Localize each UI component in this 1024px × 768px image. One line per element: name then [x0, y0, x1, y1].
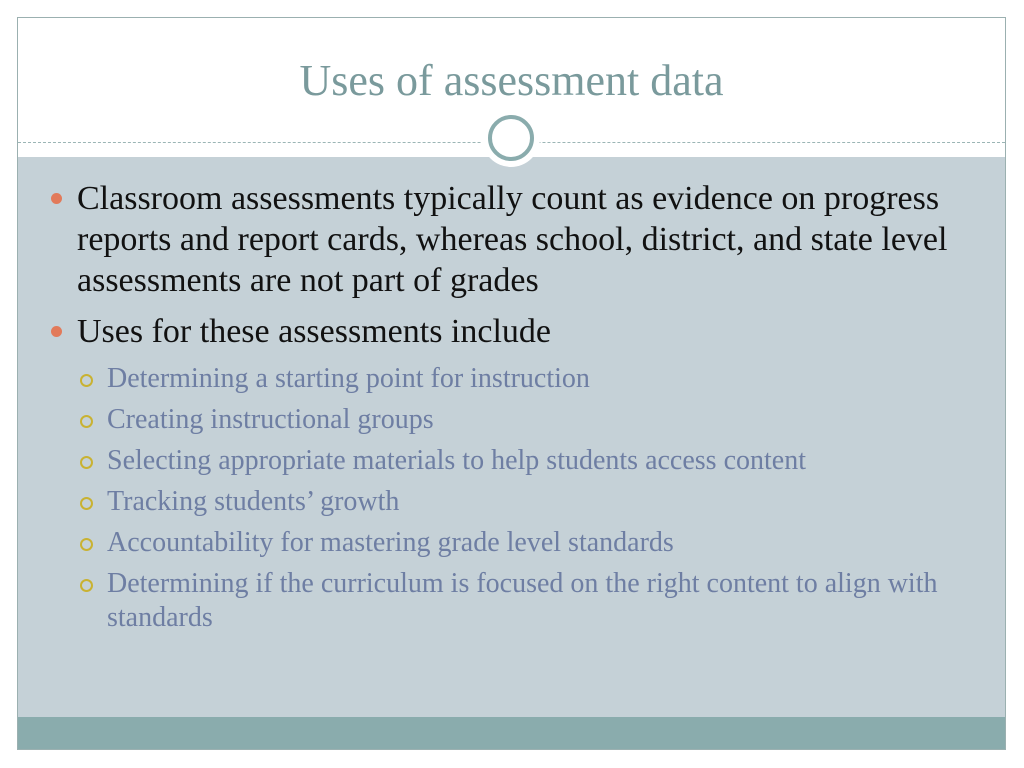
sub-bullet-item	[48, 362, 978, 396]
bullet-item	[48, 178, 978, 301]
bullet-text: Classroom assessments typically count as evidence on progress reports and report cards, whereas school, district, and state level assessments are not part of grades	[77, 180, 948, 299]
sub-bullet-item	[48, 403, 978, 437]
filled-circle-bullet-icon	[51, 326, 62, 337]
hollow-circle-bullet-icon	[80, 497, 93, 510]
bullet-item	[48, 311, 978, 352]
slide	[17, 17, 1006, 750]
circle-ring-ornament-icon	[482, 109, 540, 167]
sub-bullet-text: Creating instructional groups	[107, 404, 434, 435]
sub-bullet-item	[48, 485, 978, 519]
hollow-circle-bullet-icon	[80, 374, 93, 387]
sub-bullet-item	[48, 526, 978, 560]
hollow-circle-bullet-icon	[80, 415, 93, 428]
sub-bullet-text: Accountability for mastering grade level standards	[107, 527, 674, 558]
hollow-circle-bullet-icon	[80, 538, 93, 551]
footer-bar	[18, 717, 1005, 750]
hollow-circle-bullet-icon	[80, 456, 93, 469]
ornament-ring	[488, 115, 534, 161]
bullet-list	[48, 178, 978, 642]
slide-title: Uses of assessment data	[299, 56, 724, 105]
sub-bullet-item	[48, 444, 978, 478]
sub-bullet-text: Determining if the curriculum is focused on the right content to align with standards	[107, 568, 938, 633]
sub-bullet-item	[48, 567, 978, 635]
filled-circle-bullet-icon	[51, 193, 62, 204]
hollow-circle-bullet-icon	[80, 579, 93, 592]
sub-bullet-text: Determining a starting point for instruction	[107, 363, 590, 394]
sub-bullet-text: Selecting appropriate materials to help students access content	[107, 445, 806, 476]
sub-bullet-text: Tracking students’ growth	[107, 486, 400, 517]
bullet-text: Uses for these assessments include	[77, 313, 552, 350]
